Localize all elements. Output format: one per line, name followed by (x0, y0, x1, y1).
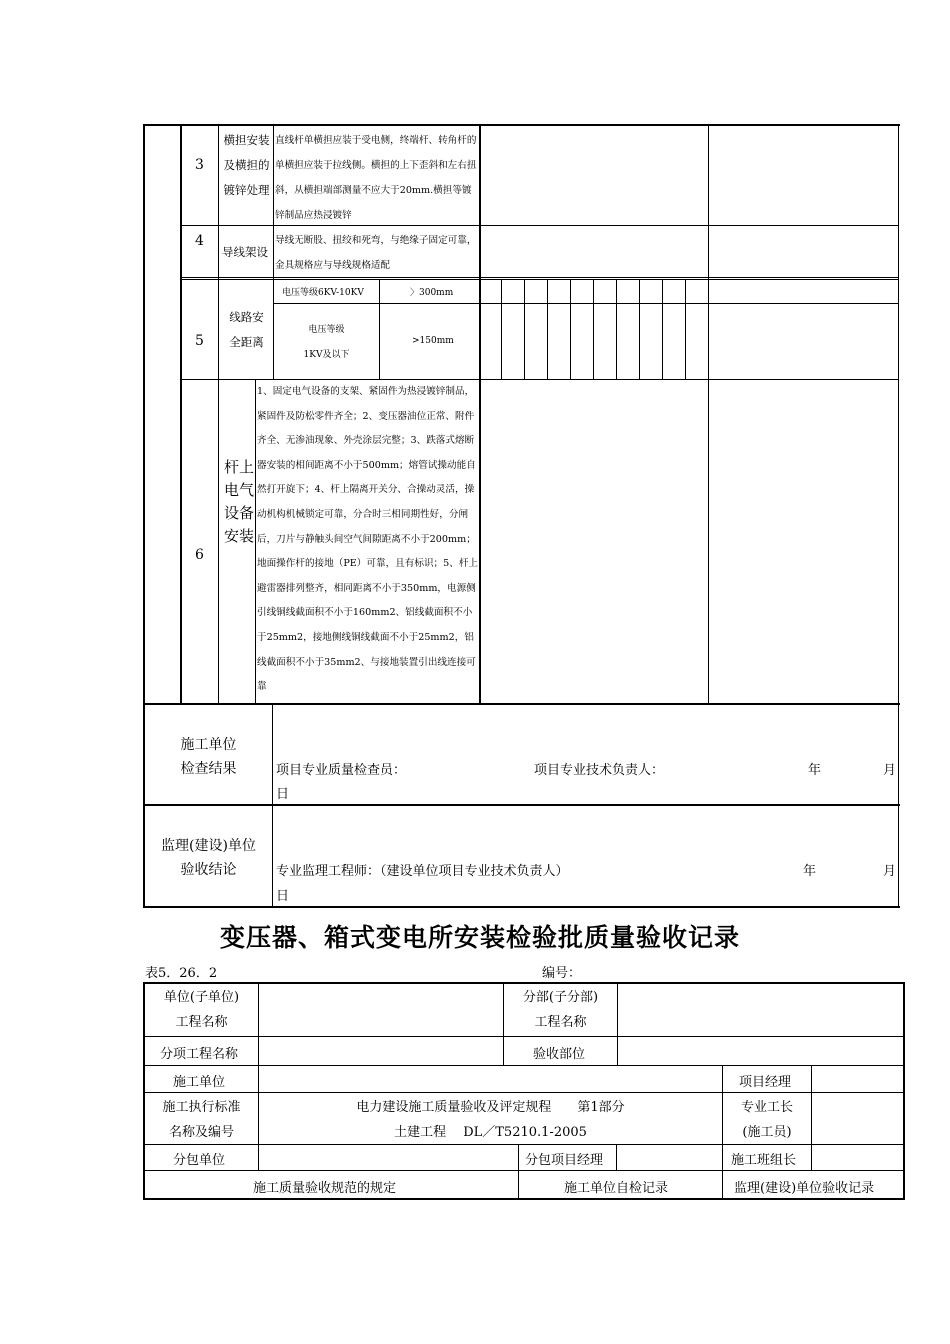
serial-number-label: 编号： (542, 966, 582, 981)
standard-value: 电力建设施工质量验收及评定规程 第1部分 土建工程 DL／T5210.1-2005 (356, 1100, 625, 1140)
form-title: 变压器、箱式变电所安装检验批质量验收记录 (220, 923, 741, 952)
sub-pm-label: 分包项目经理 (525, 1153, 604, 1168)
voltage-high: 电压等级6KV-10KV (282, 288, 364, 298)
day-label: 日 (276, 787, 290, 802)
col-spec-header: 施工质量验收规范的规定 (253, 1181, 397, 1196)
row-3-number: 3 (195, 157, 204, 173)
tech-lead-label: 项目专业技术负责人： (534, 763, 665, 778)
year-label-2: 年 (803, 864, 817, 879)
constructor-label: 施工单位 (173, 1075, 226, 1090)
division-name-label: 分部(子分部) 工程名称 (522, 990, 599, 1030)
row-6-item: 杆上 电气 设备 安装 (223, 458, 254, 545)
row-6-number: 6 (195, 547, 204, 563)
table-border-left (143, 124, 145, 908)
month-label: 月 (883, 763, 897, 778)
distance-high: 〉300mm (410, 288, 454, 298)
row-3-spec: 直线杆单横担应装于受电侧，终端杆、转角杆的单横担应装于拉线侧。横担的上下歪斜和左右扭斜，从横担端部测量不应大于20mm.横担等镀锌制品应热浸镀锌 (275, 135, 477, 221)
unit-name-label: 单位(子单位) 工程名称 (163, 990, 240, 1030)
row-4-item: 导线架设 (222, 245, 268, 259)
row-6-spec: 1、固定电气设备的支架、紧固件为热浸镀锌制品，紧固件及防松零件齐全；2、变压器油位正常、附件齐全、无渗油现象、外壳涂层完整；3、跌落式熔断器安装的相间距离不小于500mm；熔管试操动能自然打开旋下；4、杆上隔离开关分、合操动灵活，操动机构机械锁定可靠，分合时三相同期性好，分闸后，刀片与静触头间空气间隙距离不小于200mm；地面操作杆的接地（PE）可靠，且有标识；5、杆上避雷器排列整齐，相同距离不小于350mm，电源侧引线铜线截面积不小于160mm2、铝线截面积不小于25mm2，接地侧线铜线截面不小于25mm2，铝线截面积不小于35mm2、与接地装置引出线连接可靠 (257, 386, 479, 693)
subcontractor-label: 分包单位 (173, 1153, 226, 1168)
table-number: 表5．26．2 (145, 966, 218, 981)
standard-label: 施工执行标准 名称及编号 (162, 1100, 241, 1140)
table-border-right (898, 124, 899, 908)
month-label-2: 月 (883, 864, 897, 879)
quality-inspector-label: 项目专业质量检查员： (276, 763, 407, 778)
day-label-2: 日 (276, 889, 290, 904)
distance-low: >150mm (412, 336, 454, 346)
supervising-engineer-label: 专业监理工程师：（建设单位项目专业技术负责人） (276, 864, 569, 879)
foreman-label: 专业工长 (施工员) (740, 1100, 793, 1140)
row-5-number: 5 (195, 333, 204, 349)
row-3-item: 横担安装 及横担的 镀锌处理 (223, 133, 270, 197)
accept-part-label: 验收部位 (533, 1047, 586, 1062)
table-border-top (143, 124, 900, 126)
table-border-bottom (143, 906, 900, 908)
row-4-number: 4 (195, 233, 204, 249)
team-leader-label: 施工班组长 (731, 1153, 797, 1168)
construction-label: 施工单位 检查结果 (180, 737, 237, 777)
col-supervision-header: 监理(建设)单位验收记录 (734, 1181, 875, 1196)
row-5-item: 线路安 全距离 (229, 310, 264, 349)
subitem-label: 分项工程名称 (160, 1047, 239, 1062)
row-4-spec: 导线无断股、扭绞和死弯，与绝缘子固定可靠，金具规格应与导线规格适配 (275, 235, 477, 271)
supervision-label: 监理(建设)单位 验收结论 (161, 838, 256, 878)
project-manager-label: 项目经理 (739, 1075, 792, 1090)
col-self-check-header: 施工单位自检记录 (564, 1181, 669, 1196)
voltage-low: 电压等级 1KV及以下 (303, 325, 350, 360)
year-label: 年 (808, 763, 822, 778)
